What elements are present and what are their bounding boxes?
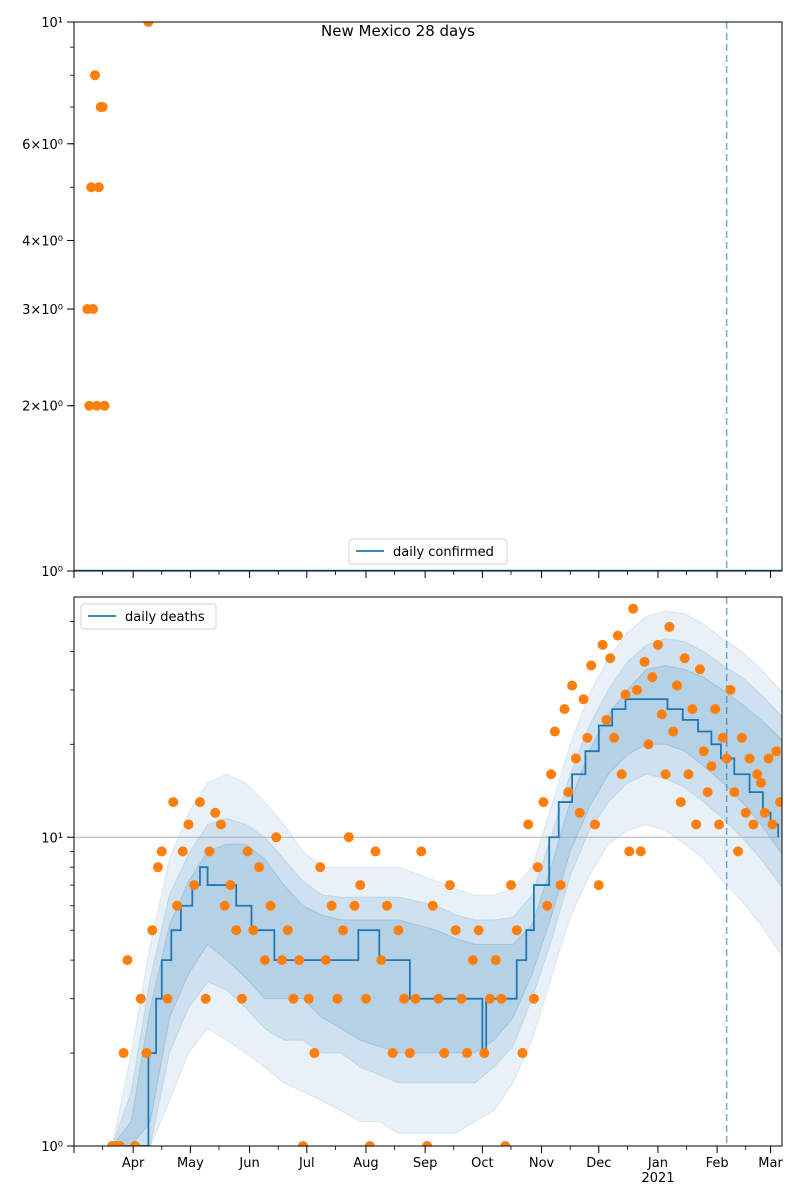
- confirmed-point: [90, 70, 100, 80]
- deaths-point: [376, 955, 386, 965]
- deaths-point: [542, 901, 552, 911]
- deaths-point: [371, 846, 381, 856]
- deaths-point: [676, 797, 686, 807]
- deaths-x-tick-label: Jul: [298, 1156, 315, 1171]
- deaths-x-tick-label: Feb: [705, 1156, 729, 1171]
- deaths-point: [621, 689, 631, 699]
- deaths-point: [647, 672, 657, 682]
- deaths-point: [506, 880, 516, 890]
- deaths-point: [523, 819, 533, 829]
- deaths-point: [624, 846, 634, 856]
- deaths-point: [344, 832, 354, 842]
- deaths-point: [567, 681, 577, 691]
- deaths-point: [760, 808, 770, 818]
- deaths-point: [605, 653, 615, 663]
- deaths-point: [119, 1048, 129, 1058]
- deaths-x-tick-label: Dec: [586, 1156, 612, 1171]
- deaths-point: [321, 955, 331, 965]
- deaths-point: [201, 994, 211, 1004]
- confirmed-y-tick-label: 3×10⁰: [22, 303, 63, 319]
- deaths-point: [691, 819, 701, 829]
- deaths-point: [546, 769, 556, 779]
- deaths-point: [609, 733, 619, 743]
- deaths-point: [163, 994, 173, 1004]
- confirmed-y-tick-label: 10¹: [41, 16, 63, 31]
- deaths-point: [231, 925, 241, 935]
- deaths-x-tick-label: Apr: [121, 1156, 145, 1171]
- deaths-point: [680, 653, 690, 663]
- deaths-point: [468, 955, 478, 965]
- deaths-point: [729, 787, 739, 797]
- deaths-point: [590, 819, 600, 829]
- deaths-point: [643, 739, 653, 749]
- deaths-point: [210, 808, 220, 818]
- deaths-point: [703, 787, 713, 797]
- confirmed-y-tick-label: 6×10⁰: [22, 137, 63, 153]
- deaths-point: [764, 753, 774, 763]
- deaths-point: [157, 846, 167, 856]
- deaths-point: [550, 727, 560, 737]
- deaths-x-tick-label: Mar: [758, 1156, 783, 1171]
- deaths-point: [661, 769, 671, 779]
- deaths-point: [598, 640, 608, 650]
- deaths-point: [294, 955, 304, 965]
- deaths-x-tick-label: Aug: [353, 1156, 379, 1171]
- deaths-point: [462, 1048, 472, 1058]
- deaths-y-tick-label: 10⁰: [41, 1140, 63, 1155]
- deaths-point: [260, 955, 270, 965]
- deaths-x-tick-label: Jun: [239, 1156, 260, 1171]
- deaths-point: [579, 694, 589, 704]
- deaths-point: [748, 819, 758, 829]
- confirmed-point: [100, 401, 110, 411]
- deaths-point: [533, 862, 543, 872]
- deaths-point: [332, 994, 342, 1004]
- deaths-point: [225, 880, 235, 890]
- deaths-point: [445, 880, 455, 890]
- deaths-point: [248, 925, 258, 935]
- deaths-point: [710, 704, 720, 714]
- deaths-point: [399, 994, 409, 1004]
- deaths-point: [632, 685, 642, 695]
- deaths-point: [722, 753, 732, 763]
- deaths-point: [254, 862, 264, 872]
- deaths-point: [136, 994, 146, 1004]
- deaths-point: [664, 622, 674, 632]
- deaths-point: [491, 955, 501, 965]
- deaths-point: [184, 819, 194, 829]
- confirmed-point: [94, 182, 104, 192]
- deaths-point: [695, 664, 705, 674]
- deaths-point: [752, 769, 762, 779]
- deaths-point: [594, 880, 604, 890]
- deaths-point: [382, 901, 392, 911]
- deaths-point: [204, 846, 214, 856]
- deaths-point: [636, 846, 646, 856]
- deaths-point: [338, 925, 348, 935]
- deaths-point: [538, 797, 548, 807]
- deaths-point: [745, 753, 755, 763]
- deaths-legend-label: daily deaths: [125, 610, 205, 625]
- deaths-point: [266, 901, 276, 911]
- deaths-point: [451, 925, 461, 935]
- deaths-point: [640, 657, 650, 667]
- deaths-point: [327, 901, 337, 911]
- deaths-point: [388, 1048, 398, 1058]
- deaths-point: [216, 819, 226, 829]
- deaths-x-tick-label: Oct: [471, 1156, 494, 1171]
- deaths-point: [189, 880, 199, 890]
- deaths-point: [195, 797, 205, 807]
- deaths-point: [725, 685, 735, 695]
- deaths-point: [172, 901, 182, 911]
- deaths-point: [288, 994, 298, 1004]
- confirmed-y-tick-label: 4×10⁰: [22, 234, 63, 250]
- deaths-point: [243, 846, 253, 856]
- deaths-point: [657, 709, 667, 719]
- deaths-point: [237, 994, 247, 1004]
- deaths-point: [706, 761, 716, 771]
- deaths-x-tick-label: Sep: [412, 1156, 438, 1171]
- deaths-point: [304, 994, 314, 1004]
- deaths-legend: [81, 604, 216, 629]
- deaths-point: [571, 753, 581, 763]
- confirmed-point: [98, 102, 108, 112]
- deaths-point: [142, 1048, 152, 1058]
- deaths-point: [271, 832, 281, 842]
- deaths-point: [556, 880, 566, 890]
- confirmed-legend-label: daily confirmed: [393, 545, 494, 560]
- deaths-point: [601, 715, 611, 725]
- deaths-point: [416, 846, 426, 856]
- confirmed-point: [88, 304, 98, 314]
- deaths-point: [767, 819, 777, 829]
- deaths-y-tick-label: 10¹: [41, 831, 63, 847]
- deaths-point: [733, 846, 743, 856]
- deaths-point: [405, 1048, 415, 1058]
- deaths-point: [672, 681, 682, 691]
- deaths-point: [653, 640, 663, 650]
- deaths-point: [756, 778, 766, 788]
- deaths-point: [683, 769, 693, 779]
- deaths-point: [122, 955, 132, 965]
- deaths-point: [771, 746, 781, 756]
- deaths-point: [714, 819, 724, 829]
- deaths-point: [411, 994, 421, 1004]
- deaths-point: [361, 994, 371, 1004]
- deaths-point: [687, 704, 697, 714]
- year-label: 2021: [641, 1171, 675, 1186]
- deaths-point: [428, 901, 438, 911]
- deaths-point: [433, 994, 443, 1004]
- deaths-point: [737, 733, 747, 743]
- deaths-x-tick-label: Nov: [528, 1156, 555, 1171]
- deaths-point: [393, 925, 403, 935]
- deaths-point: [668, 727, 678, 737]
- deaths-point: [456, 994, 466, 1004]
- deaths-point: [617, 769, 627, 779]
- deaths-point: [741, 808, 751, 818]
- deaths-point: [529, 994, 539, 1004]
- deaths-point: [559, 704, 569, 714]
- deaths-point: [582, 733, 592, 743]
- deaths-point: [517, 1048, 527, 1058]
- deaths-point: [315, 862, 325, 872]
- deaths-point: [496, 994, 506, 1004]
- deaths-point: [168, 797, 178, 807]
- deaths-point: [575, 808, 585, 818]
- deaths-point: [283, 925, 293, 935]
- confirmed-legend: [349, 539, 507, 564]
- deaths-point: [355, 880, 365, 890]
- deaths-point: [474, 925, 484, 935]
- deaths-point: [479, 1048, 489, 1058]
- deaths-x-tick-label: Jan: [647, 1156, 668, 1171]
- confirmed-y-tick-label: 2×10⁰: [22, 399, 63, 415]
- deaths-point: [718, 733, 728, 743]
- deaths-point: [485, 994, 495, 1004]
- deaths-point: [147, 925, 157, 935]
- deaths-point: [178, 846, 188, 856]
- deaths-point: [309, 1048, 319, 1058]
- chart-title: New Mexico 28 days: [321, 22, 475, 40]
- deaths-point: [153, 862, 163, 872]
- confirmed-y-tick-label: 10⁰: [41, 565, 63, 580]
- deaths-point: [220, 901, 230, 911]
- deaths-point: [512, 925, 522, 935]
- deaths-point: [699, 746, 709, 756]
- deaths-point: [277, 955, 287, 965]
- deaths-point: [628, 604, 638, 614]
- deaths-point: [350, 901, 360, 911]
- deaths-point: [439, 1048, 449, 1058]
- deaths-point: [613, 631, 623, 641]
- deaths-x-tick-label: May: [176, 1156, 204, 1171]
- deaths-point: [563, 787, 573, 797]
- deaths-point: [586, 660, 596, 670]
